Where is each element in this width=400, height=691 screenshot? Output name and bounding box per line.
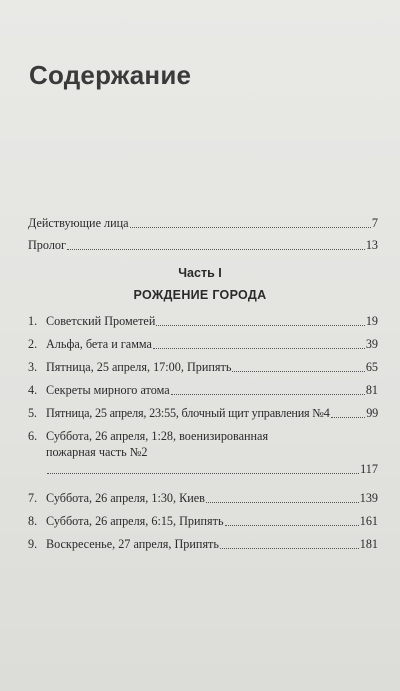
toc-chapter-1 [28, 314, 378, 329]
chapter-page: 117 [360, 462, 378, 476]
toc-page-number: 13 [365, 238, 378, 252]
chapter-page: 139 [359, 491, 378, 505]
toc-chapter-4 [28, 383, 378, 398]
chapter-title: Секреты мирного атома [46, 383, 170, 397]
chapter-title-continued: пожарная часть №2 [46, 445, 148, 459]
chapter-title: Воскресенье, 27 апреля, Припять [46, 537, 219, 551]
chapter-page: 39 [365, 337, 378, 351]
toc-chapter-5 [28, 406, 378, 421]
dot-leader [331, 416, 366, 418]
toc-chapter-9 [28, 537, 378, 552]
dot-leader [130, 226, 371, 228]
chapter-number: 5. [28, 406, 37, 420]
chapter-title: Суббота, 26 апреля, 1:30, Киев [46, 491, 205, 505]
chapter-title: Альфа, бета и гамма [46, 337, 152, 351]
chapter-page: 19 [365, 314, 378, 328]
part-label: Часть I [178, 266, 222, 280]
page-title: Содержание [29, 60, 192, 90]
toc-chapter-2 [28, 337, 378, 352]
chapter-number: 4. [28, 383, 38, 397]
chapter-page: 99 [366, 406, 378, 420]
part-title: РОЖДЕНИЕ ГОРОДА [133, 288, 267, 302]
chapter-number: 9. [28, 537, 38, 551]
chapter-number: 1. [28, 314, 38, 328]
dot-leader [206, 501, 359, 503]
chapter-page: 81 [365, 383, 378, 397]
chapter-page: 181 [359, 537, 378, 551]
toc-chapter-7 [28, 491, 378, 506]
chapter-title: Советский Прометей [46, 314, 156, 328]
dot-leader [47, 472, 359, 474]
dot-leader [153, 347, 365, 349]
chapter-number: 7. [28, 491, 38, 505]
toc-entry-text: Пролог [28, 238, 67, 252]
toc-chapter-6 [28, 429, 378, 477]
chapter-number: 6. [28, 429, 38, 443]
dot-leader [171, 393, 365, 395]
dot-leader [220, 547, 359, 549]
toc-entry-characters [28, 216, 378, 231]
dot-leader [67, 248, 365, 250]
chapter-title: Пятница, 25 апреля, 17:00, Припять [46, 360, 232, 374]
chapter-title: Суббота, 26 апреля, 1:28, военизированная [46, 429, 269, 443]
chapter-number: 2. [28, 337, 38, 351]
chapter-title: Суббота, 26 апреля, 6:15, Припять [46, 514, 224, 528]
chapter-number: 3. [28, 360, 38, 374]
chapter-title: Пятница, 25 апреля, 23:55, блочный щит управления №4 [46, 406, 330, 420]
toc-entry-text: Действующие лица [28, 216, 129, 230]
chapter-page: 65 [365, 360, 378, 374]
toc-entry-prologue [28, 238, 378, 253]
chapter-page: 161 [359, 514, 378, 528]
dot-leader [225, 524, 359, 526]
dot-leader [232, 370, 364, 372]
chapter-number: 8. [28, 514, 38, 528]
toc-chapter-8 [28, 514, 378, 529]
toc-page-number: 7 [371, 216, 378, 230]
toc-chapter-3 [28, 360, 378, 375]
dot-leader [156, 324, 364, 326]
